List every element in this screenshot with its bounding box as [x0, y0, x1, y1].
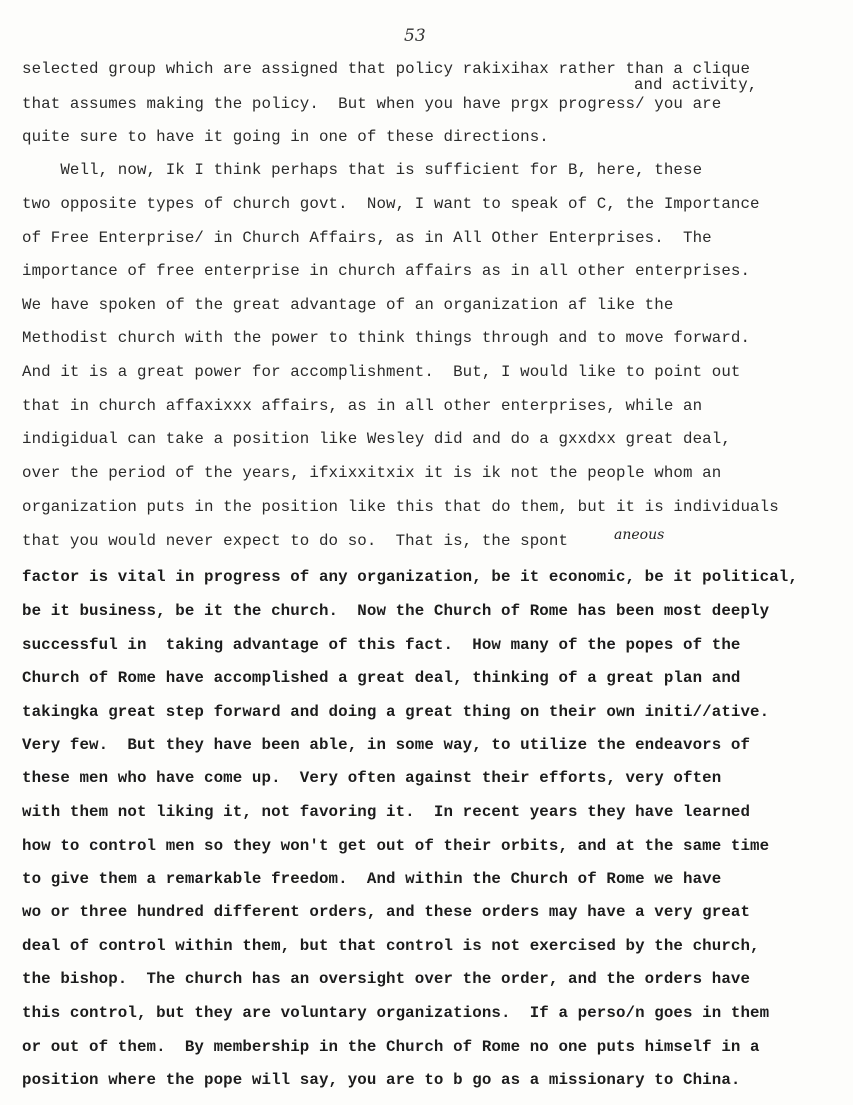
- text-line: to give them a remarkable freedom. And within the Church of Rome we have: [22, 870, 722, 888]
- text-line: Well, now, Ik I think perhaps that is sufficient for B, here, these: [22, 161, 703, 179]
- handwritten-note: aneous: [614, 527, 665, 543]
- text-line: quite sure to have it going in one of these directions.: [22, 128, 549, 146]
- text-line: selected group which are assigned that policy rakixihax rather than a clique: [22, 60, 751, 78]
- text-line: importance of free enterprise in church affairs as in all other enterprises.: [22, 262, 751, 280]
- insertion-note: and activity,: [634, 76, 758, 94]
- text-line: Very few. But they have been able, in some way, to utilize the endeavors of: [22, 736, 751, 754]
- text-line: indigidual can take a position like Wesley did and do a gxxdxx great deal,: [22, 430, 731, 448]
- text-line: wo or three hundred different orders, and these orders may have a very great: [22, 903, 751, 921]
- text-line: that you would never expect to do so. That is, the spont: [22, 532, 569, 550]
- text-line: deal of control within them, but that control is not exercised by the church,: [22, 937, 760, 955]
- text-line: with them not liking it, not favoring it. In recent years they have learned: [22, 803, 751, 821]
- text-line: position where the pope will say, you are to b go as a missionary to China.: [22, 1071, 741, 1089]
- text-line: over the period of the years, ifxixxitxix it is ik not the people whom an: [22, 464, 722, 482]
- text-line: that in church affaxixxx affairs, as in all other enterprises, while an: [22, 397, 703, 415]
- text-line: two opposite types of church govt. Now, I want to speak of C, the Importance: [22, 195, 760, 213]
- text-line: or out of them. By membership in the Church of Rome no one puts himself in a: [22, 1038, 760, 1056]
- text-line: organization puts in the position like this that do them, but it is individuals: [22, 498, 779, 516]
- text-line: Church of Rome have accomplished a great deal, thinking of a great plan and: [22, 669, 741, 687]
- text-line: We have spoken of the great advantage of an organization af like the: [22, 296, 674, 314]
- text-line: Methodist church with the power to think things through and to move forward.: [22, 329, 751, 347]
- text-line: takingka great step forward and doing a great thing on their own initi//ative.: [22, 703, 770, 721]
- text-line: these men who have come up. Very often against their efforts, very often: [22, 769, 722, 787]
- text-line: the bishop. The church has an oversight over the order, and the orders have: [22, 970, 751, 988]
- text-line: that assumes making the policy. But when you have prgx progress/ you are: [22, 95, 722, 113]
- text-line: And it is a great power for accomplishment. But, I would like to point out: [22, 363, 741, 381]
- text-line: successful in taking advantage of this fact. How many of the popes of the: [22, 636, 741, 654]
- text-line: be it business, be it the church. Now the Church of Rome has been most deeply: [22, 602, 770, 620]
- text-line: of Free Enterprise/ in Church Affairs, as in All Other Enterprises. The: [22, 229, 712, 247]
- text-line: factor is vital in progress of any organization, be it economic, be it political,: [22, 568, 798, 586]
- text-line: this control, but they are voluntary organizations. If a perso/n goes in them: [22, 1004, 770, 1022]
- text-line: how to control men so they won't get out of their orbits, and at the same time: [22, 837, 770, 855]
- page-number: 53: [404, 26, 426, 46]
